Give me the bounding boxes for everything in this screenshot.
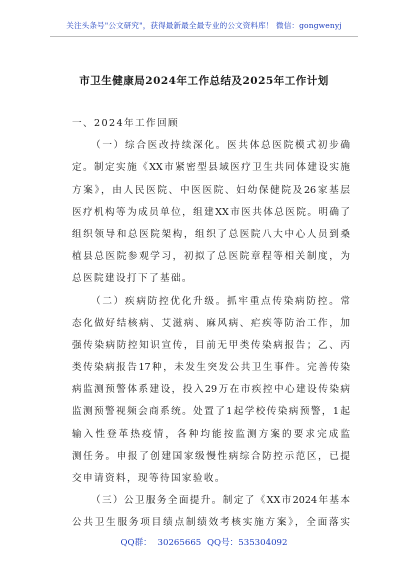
document-title: 市卫生健康局2024年工作总结及2025年工作计划	[79, 75, 329, 87]
paragraph-line: 医疗机构等为成员单位，组建XX市医共体总医院。明确了	[72, 206, 350, 218]
section-heading: 一、2024年工作回顾	[72, 118, 179, 129]
paragraph-line: 植县总医院参观学习，初拟了总医院章程等相关制度，为	[72, 251, 350, 263]
paragraph-line: 病监测预警体系建设，投入29万在市疾控中心建设传染病	[72, 384, 350, 396]
paragraph-line: 公共卫生服务项目绩点制绩效考核实施方案》，全面落实	[72, 517, 350, 529]
header-divider	[50, 36, 358, 37]
paragraph-line: 组织领导和总医院架构，组织了总医院八大中心人员到桑	[72, 228, 350, 240]
paragraph-line: 定。制定实施《XX市紧密型县域医疗卫生共同体建设实施	[72, 162, 350, 174]
paragraph-line: 强传染病防控知识宣传，目前无甲类传染病报告；乙、丙	[72, 339, 350, 351]
footer-contact: QQ群： 30265665 QQ号：535304092	[120, 538, 288, 548]
document-body	[72, 113, 350, 535]
paragraph-line: 交申请资料，现等待国家验收。	[72, 473, 226, 484]
header-banner: 关注头条号"公文研究"，获得最新最全最专业的公文资料库！ 微信：gongwenyj	[66, 21, 342, 30]
paragraph-line: 总医院建设打下了基础。	[72, 273, 193, 285]
paragraph-line: （三）公卫服务全面提升。制定了《XX市2024年基本	[91, 495, 350, 507]
paragraph-line: 类传染病报告17种，未发生突发公共卫生事件。完善传染	[72, 362, 350, 374]
paragraph-line: 方案》，由人民医院、中医医院、妇幼保健院及26家基层	[72, 184, 350, 196]
paragraph-line: 测任务。申报了创建国家级慢性病综合防控示范区，已提	[72, 450, 350, 462]
paragraph-line: （二）疾病防控优化升级。抓牢重点传染病防控。常	[91, 295, 350, 307]
paragraph-line: 输入性登革热疫情，各种均能按监测方案的要求完成监	[72, 428, 350, 440]
paragraph-line: （一）综合医改持续深化。医共体总医院模式初步确	[91, 140, 350, 152]
paragraph-line: 监测预警视频会商系统。处置了1起学校传染病预警，1起	[72, 406, 350, 418]
paragraph-line: 态化做好结核病、艾滋病、麻风病、疟疾等防治工作，加	[72, 317, 350, 329]
